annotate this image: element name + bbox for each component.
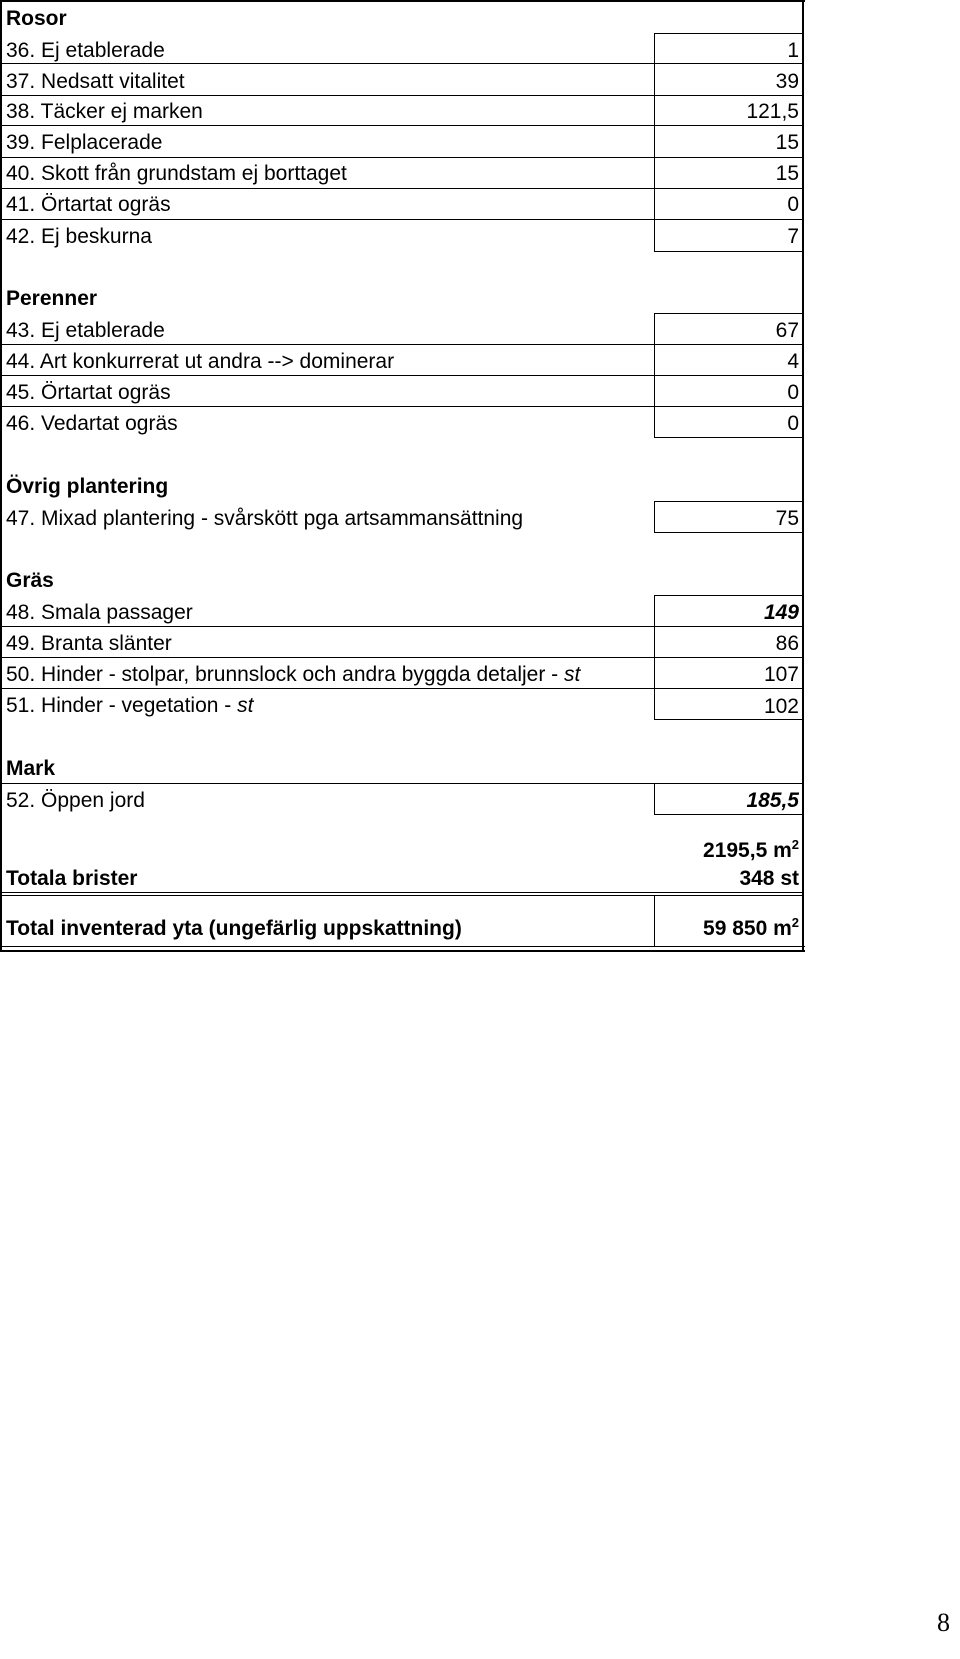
row-label: 39. Felplacerade	[6, 131, 163, 154]
section-title-gras: Gräs	[6, 569, 54, 592]
row-divider	[0, 157, 804, 158]
row-value: 0	[787, 193, 799, 216]
column-divider	[654, 501, 655, 532]
inventory-table	[0, 0, 805, 952]
row-value: 15	[775, 162, 799, 185]
row-label: 52. Öppen jord	[6, 789, 145, 812]
section-title-perenner: Perenner	[6, 287, 98, 310]
row-divider	[654, 814, 804, 815]
row-label-text: 51. Hinder - vegetation -	[6, 694, 238, 717]
row-divider	[0, 63, 804, 64]
row-label	[6, 662, 580, 688]
row-divider	[0, 406, 804, 407]
table-border-top	[0, 0, 805, 2]
row-label: 43. Ej etablerade	[6, 319, 165, 342]
row-divider	[0, 688, 804, 689]
row-label	[6, 693, 253, 719]
row-value: 0	[787, 381, 799, 404]
row-value: 185,5	[746, 789, 799, 812]
row-divider-double	[0, 895, 804, 896]
totals-inventerad-number: 59 850 m	[703, 917, 792, 940]
row-divider	[0, 125, 804, 126]
row-value: 0	[787, 412, 799, 435]
row-divider	[654, 33, 804, 34]
row-value: 75	[775, 507, 799, 530]
totals-brister-label: Totala brister	[6, 867, 138, 890]
column-divider	[654, 895, 655, 947]
row-value: 7	[787, 225, 799, 248]
row-value: 1	[787, 39, 799, 62]
row-label: 49. Branta slänter	[6, 632, 172, 655]
row-label: 48. Smala passager	[6, 601, 193, 624]
row-divider	[0, 783, 804, 784]
row-label: 45. Örtartat ogräs	[6, 381, 171, 404]
row-label-unit: st	[564, 663, 581, 686]
section-title-ovrig: Övrig plantering	[6, 475, 169, 498]
superscript: 2	[791, 915, 799, 930]
table-border-bottom	[0, 946, 805, 947]
row-value: 86	[775, 632, 799, 655]
row-label: 41. Örtartat ogräs	[6, 193, 171, 216]
row-value: 121,5	[746, 100, 799, 123]
row-divider	[0, 892, 804, 893]
superscript: 2	[791, 837, 799, 852]
row-value: 149	[763, 601, 799, 624]
totals-brister-area	[703, 838, 799, 864]
table-border-left	[0, 0, 2, 952]
row-label: 36. Ej etablerade	[6, 39, 165, 62]
row-value: 67	[775, 319, 799, 342]
section-title-mark: Mark	[6, 757, 56, 780]
row-value: 107	[763, 663, 799, 686]
row-divider	[0, 344, 804, 345]
row-label: 47. Mixad plantering - svårskött pga artsammansättning	[6, 507, 524, 530]
row-divider	[0, 657, 804, 658]
row-label: 44. Art konkurrerat ut andra --> dominerar	[6, 350, 395, 373]
row-divider	[0, 219, 804, 220]
row-divider	[654, 313, 804, 314]
totals-inventerad-label: Total inventerad yta (ungefärlig uppskattning)	[6, 917, 462, 940]
row-label: 46. Vedartat ogräs	[6, 412, 178, 435]
page-number: 8	[937, 1608, 950, 1637]
row-label: 37. Nedsatt vitalitet	[6, 70, 185, 93]
column-divider	[654, 783, 655, 814]
table-border-bottom-double	[0, 950, 805, 952]
row-divider	[654, 719, 804, 720]
row-value: 102	[763, 695, 799, 718]
row-label-text: 50. Hinder - stolpar, brunnslock och andra byggda detaljer -	[6, 663, 564, 686]
row-value: 39	[775, 70, 799, 93]
row-divider	[654, 251, 804, 252]
table-border-right	[802, 0, 804, 952]
totals-inventerad-value	[703, 916, 799, 942]
row-value: 4	[787, 350, 799, 373]
row-divider	[0, 188, 804, 189]
totals-brister-count: 348 st	[739, 867, 799, 890]
row-divider	[654, 501, 804, 502]
row-divider	[0, 626, 804, 627]
row-label: 42. Ej beskurna	[6, 225, 152, 248]
row-label: 38. Täcker ej marken	[6, 100, 203, 123]
row-value: 15	[775, 131, 799, 154]
row-label: 40. Skott från grundstam ej borttaget	[6, 162, 347, 185]
row-divider	[654, 595, 804, 596]
totals-brister-area-value: 2195,5 m	[703, 839, 792, 862]
row-divider	[654, 532, 804, 533]
row-divider	[0, 95, 804, 96]
row-divider	[654, 437, 804, 438]
row-divider	[0, 375, 804, 376]
row-label-unit: st	[237, 694, 254, 717]
section-title-rosor: Rosor	[6, 7, 67, 30]
